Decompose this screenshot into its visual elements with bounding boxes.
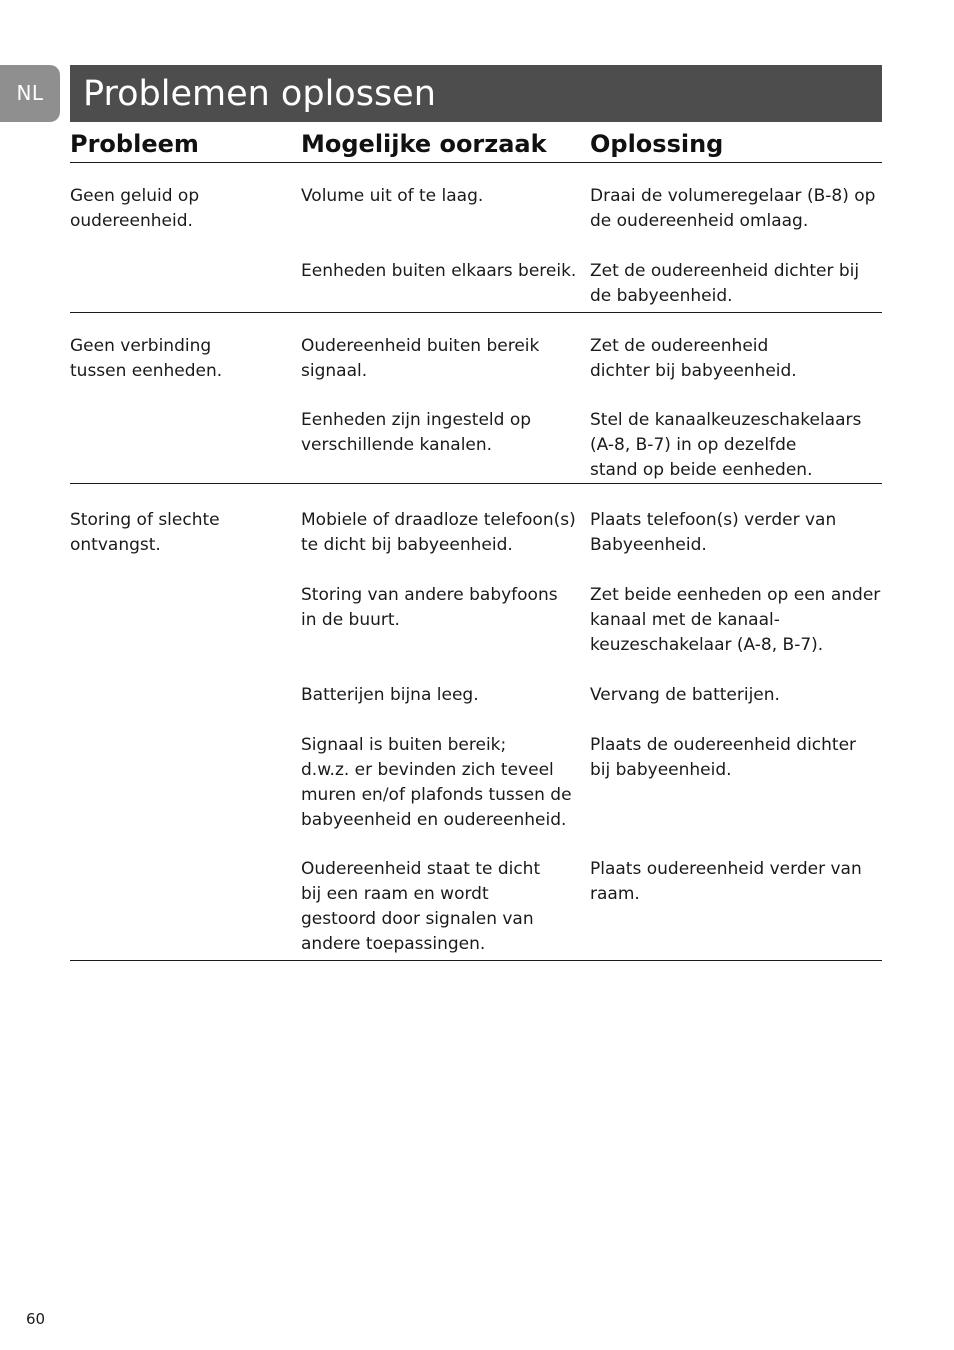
cause-cell: Volume uit of te laag. xyxy=(301,186,484,206)
page-title: Problemen oplossen xyxy=(83,74,436,114)
problem-cell: Geen verbinding tussen eenheden. xyxy=(70,336,223,381)
problem-cell: Storing of slechte ontvangst. xyxy=(70,510,220,555)
language-tab: NL xyxy=(0,65,60,122)
solution-cell: Plaats oudereenheid verder van raam. xyxy=(590,859,862,904)
cause-cell: Batterijen bijna leeg. xyxy=(301,685,479,705)
group-divider xyxy=(70,483,882,484)
cause-cell: Eenheden zijn ingesteld op verschillende kanalen. xyxy=(301,410,532,455)
column-header-solution: Oplossing xyxy=(590,130,724,158)
page-number: 60 xyxy=(26,1310,46,1328)
solution-cell: Draai de volumeregelaar (B-8) op de oudereenheid omlaag. xyxy=(590,186,876,231)
cause-cell: Mobiele of draadloze telefoon(s) te dicht bij babyeenheid. xyxy=(301,510,576,555)
solution-cell: Plaats telefoon(s) verder van Babyeenheid. xyxy=(590,510,837,555)
solution-cell: Zet beide eenheden op een ander kanaal met de kanaal- keuzeschakelaar (A-8, B-7). xyxy=(590,585,881,655)
solution-cell: Stel de kanaalkeuzeschakelaars (A-8, B-7) in op dezelfde stand op beide eenheden. xyxy=(590,410,862,480)
table-bottom-divider xyxy=(70,960,882,961)
cause-cell: Storing van andere babyfoons in de buurt. xyxy=(301,585,558,630)
title-bar xyxy=(70,65,882,122)
header-divider xyxy=(70,162,882,163)
cause-cell: Eenheden buiten elkaars bereik. xyxy=(301,261,577,281)
column-header-cause: Mogelijke oorzaak xyxy=(301,130,547,158)
solution-cell: Plaats de oudereenheid dichter bij babyeenheid. xyxy=(590,735,857,780)
group-divider xyxy=(70,312,882,313)
cause-cell: Signaal is buiten bereik; d.w.z. er bevinden zich teveel muren en/of plafonds tussen de babyeenheid en oudereenheid. xyxy=(301,735,572,830)
problem-cell: Geen geluid op oudereenheid. xyxy=(70,186,200,231)
cause-cell: Oudereenheid staat te dicht bij een raam en wordt gestoord door signalen van andere toepassingen. xyxy=(301,859,541,954)
solution-cell: Vervang de batterijen. xyxy=(590,685,780,705)
column-header-problem: Probleem xyxy=(70,130,199,158)
solution-cell: Zet de oudereenheid dichter bij de babyeenheid. xyxy=(590,261,860,306)
cause-cell: Oudereenheid buiten bereik signaal. xyxy=(301,336,540,381)
solution-cell: Zet de oudereenheid dichter bij babyeenheid. xyxy=(590,336,797,381)
